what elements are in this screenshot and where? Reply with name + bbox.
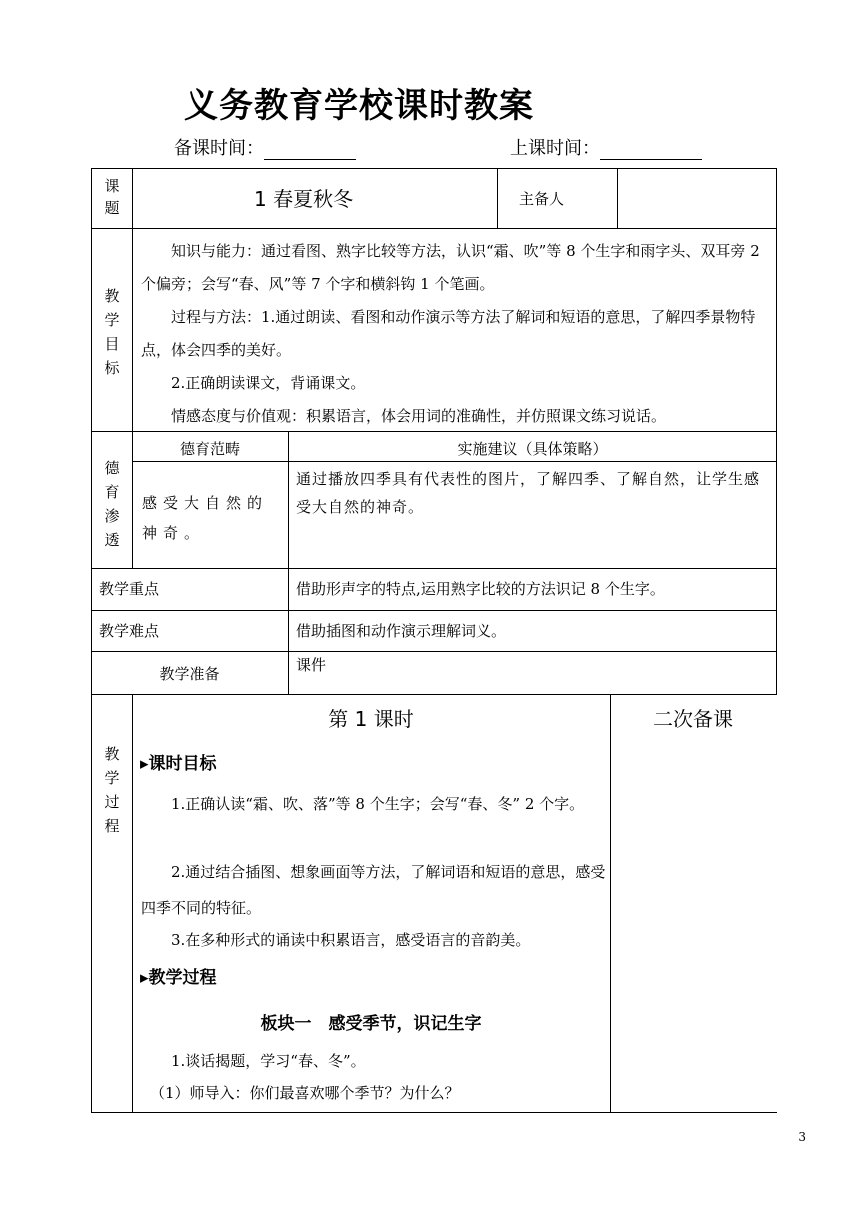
prep-time-label: 备课时间： — [174, 138, 264, 159]
objectives-label: 教学目标 — [104, 287, 120, 377]
process-label: 教学过程 — [104, 745, 120, 835]
objective-paragraph: 2.正确朗读课文，背诵课文。 — [171, 374, 366, 392]
difficulty-label: 教学难点 — [99, 622, 160, 640]
difficulty-value: 借助插图和动作演示理解词义。 — [296, 622, 507, 640]
block-title: 板块一 感受季节，识记生字 — [260, 1014, 482, 1034]
moral-label: 德育渗透 — [104, 459, 120, 549]
key-point-value: 借助形声字的特点,运用熟字比较的方法识记 8 个生字。 — [296, 580, 665, 598]
key-point-label: 教学重点 — [99, 580, 160, 598]
objective-paragraph: 知识与能力：通过看图、熟字比较等方法，认识“霜、吹”等 8 个生字和雨字头、双耳旁 2 个偏旁；会写“春、风”等 7 个字和横斜钩 1 个笔画。 — [141, 242, 760, 293]
class-time — [510, 134, 702, 160]
objective-paragraph: 情感态度与价值观：积累语言，体会用词的准确性，并仿照课文练习说话。 — [171, 407, 667, 425]
goal-heading: ▸课时目标 — [140, 754, 217, 774]
prep-time — [174, 134, 356, 160]
secondary-prep-title: 二次备课 — [653, 707, 733, 731]
moral-category: 感受大自然的神奇。 — [142, 494, 269, 542]
objective-paragraph: 过程与方法：1.通过朗读、看图和动作演示等方法了解词和短语的意思，了解四季景物特点，体会四季的美好。 — [141, 308, 756, 359]
goal-item: 3.在多种形式的诵读中积累语言，感受语言的音韵美。 — [171, 931, 531, 949]
topic-label: 课题 — [104, 177, 120, 217]
document-title: 义务教育学校课时教案 — [184, 86, 534, 126]
topic-value: 1 春夏秋冬 — [254, 187, 354, 211]
moral-col2-header: 实施建议（具体策略） — [457, 440, 608, 458]
prep-time-blank — [264, 139, 356, 160]
goal-item: 2.通过结合插图、想象画面等方法，了解词语和短语的意思，感受四季不同的特征。 — [141, 863, 606, 917]
preparation-label: 教学准备 — [159, 665, 220, 683]
class-time-blank — [600, 139, 702, 160]
process-step: 1.谈话揭题，学习“春、冬”。 — [171, 1052, 366, 1070]
class-time-label: 上课时间： — [510, 138, 600, 159]
preparation-value: 课件 — [296, 656, 327, 674]
author-label: 主备人 — [519, 190, 565, 208]
process-heading: ▸教学过程 — [140, 968, 217, 988]
moral-col1-header: 德育范畴 — [179, 440, 240, 458]
goal-item: 1.正确认读“霜、吹、落”等 8 个生字；会写“春、冬” 2 个字。 — [171, 795, 585, 813]
moral-suggestion: 通过播放四季具有代表性的图片，了解四季、了解自然，让学生感受大自然的神奇。 — [296, 470, 761, 516]
page-number: 3 — [798, 1130, 806, 1144]
process-step-sub: （1）师导入：你们最喜欢哪个季节？为什么？ — [150, 1084, 460, 1102]
lesson-title: 第 1 课时 — [328, 707, 414, 731]
